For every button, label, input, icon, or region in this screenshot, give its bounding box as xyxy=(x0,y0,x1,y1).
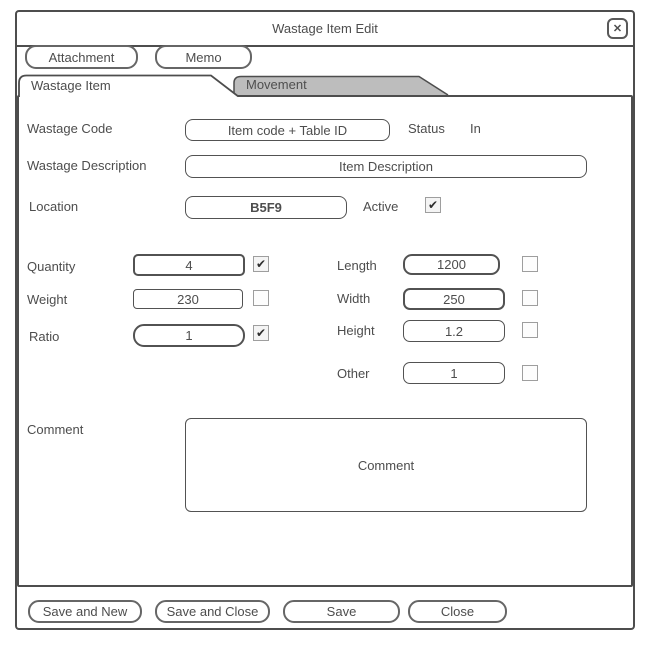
wastage-item-tab-panel xyxy=(17,95,633,587)
tab-wastage-item[interactable] xyxy=(18,74,240,97)
weight-label: Weight xyxy=(27,292,68,307)
tab-wastage-item-label: Wastage Item xyxy=(31,78,111,93)
close-label: Close xyxy=(440,604,475,619)
width-input[interactable] xyxy=(403,288,505,310)
status-label: Status xyxy=(408,121,445,136)
save-button[interactable] xyxy=(283,600,400,623)
tab-movement-label: Movement xyxy=(246,77,307,92)
ratio-checkbox[interactable]: ✔ xyxy=(253,325,269,341)
length-label: Length xyxy=(337,258,377,273)
dialog-titlebar xyxy=(17,12,633,47)
wastage-description-label: Wastage Description xyxy=(27,158,147,173)
wastage-description-value: Item Description xyxy=(339,159,433,174)
length-input[interactable] xyxy=(403,254,500,275)
memo-button[interactable] xyxy=(155,45,252,69)
location-input[interactable] xyxy=(185,196,347,219)
quantity-checkbox[interactable]: ✔ xyxy=(253,256,269,272)
height-label: Height xyxy=(337,323,375,338)
width-label: Width xyxy=(337,291,371,306)
height-checkbox[interactable] xyxy=(522,322,538,338)
width-value: 250 xyxy=(443,291,465,307)
attachment-button[interactable] xyxy=(25,45,138,69)
height-value: 1.2 xyxy=(444,323,464,339)
dialog-title: Wastage Item Edit xyxy=(272,21,378,36)
other-input[interactable] xyxy=(403,362,505,384)
attachment-button-label: Attachment xyxy=(48,49,115,65)
location-label: Location xyxy=(29,199,79,214)
comment-value: Comment xyxy=(357,457,415,473)
wastage-code-value: Item code + Table ID xyxy=(227,122,348,138)
save-and-close-button[interactable] xyxy=(155,600,270,623)
wastage-code-label: Wastage Code xyxy=(27,121,113,136)
weight-input[interactable] xyxy=(133,289,243,309)
weight-value: 230 xyxy=(177,291,199,307)
width-checkbox[interactable] xyxy=(522,290,538,306)
memo-button-label: Memo xyxy=(185,49,222,65)
quantity-value: 4 xyxy=(185,257,193,273)
close-button[interactable] xyxy=(408,600,507,623)
other-value: 1 xyxy=(450,365,458,381)
length-value: 1200 xyxy=(437,257,466,272)
ratio-value: 1 xyxy=(185,328,193,343)
tab-movement[interactable] xyxy=(233,75,449,95)
wastage-item-edit-dialog xyxy=(15,10,635,630)
active-label: Active xyxy=(363,199,399,214)
length-checkbox[interactable] xyxy=(522,256,538,272)
close-icon[interactable]: ✕ xyxy=(607,18,628,39)
ratio-label: Ratio xyxy=(29,329,60,344)
location-value: B5F9 xyxy=(250,200,282,215)
wastage-code-input[interactable] xyxy=(185,119,390,141)
other-label: Other xyxy=(337,366,370,381)
save-label: Save xyxy=(326,604,357,619)
other-checkbox[interactable] xyxy=(522,365,538,381)
quantity-input[interactable] xyxy=(133,254,245,276)
ratio-input[interactable] xyxy=(133,324,245,347)
status-value: In xyxy=(470,121,481,136)
height-input[interactable] xyxy=(403,320,505,342)
comment-label: Comment xyxy=(27,422,84,437)
weight-checkbox[interactable] xyxy=(253,290,269,306)
active-checkbox[interactable]: ✔ xyxy=(425,197,441,213)
quantity-label: Quantity xyxy=(27,259,76,274)
save-and-close-label: Save and Close xyxy=(166,604,259,619)
comment-textarea[interactable] xyxy=(185,418,587,512)
save-and-new-button[interactable] xyxy=(28,600,142,623)
wastage-description-input[interactable] xyxy=(185,155,587,178)
save-and-new-label: Save and New xyxy=(42,604,128,619)
